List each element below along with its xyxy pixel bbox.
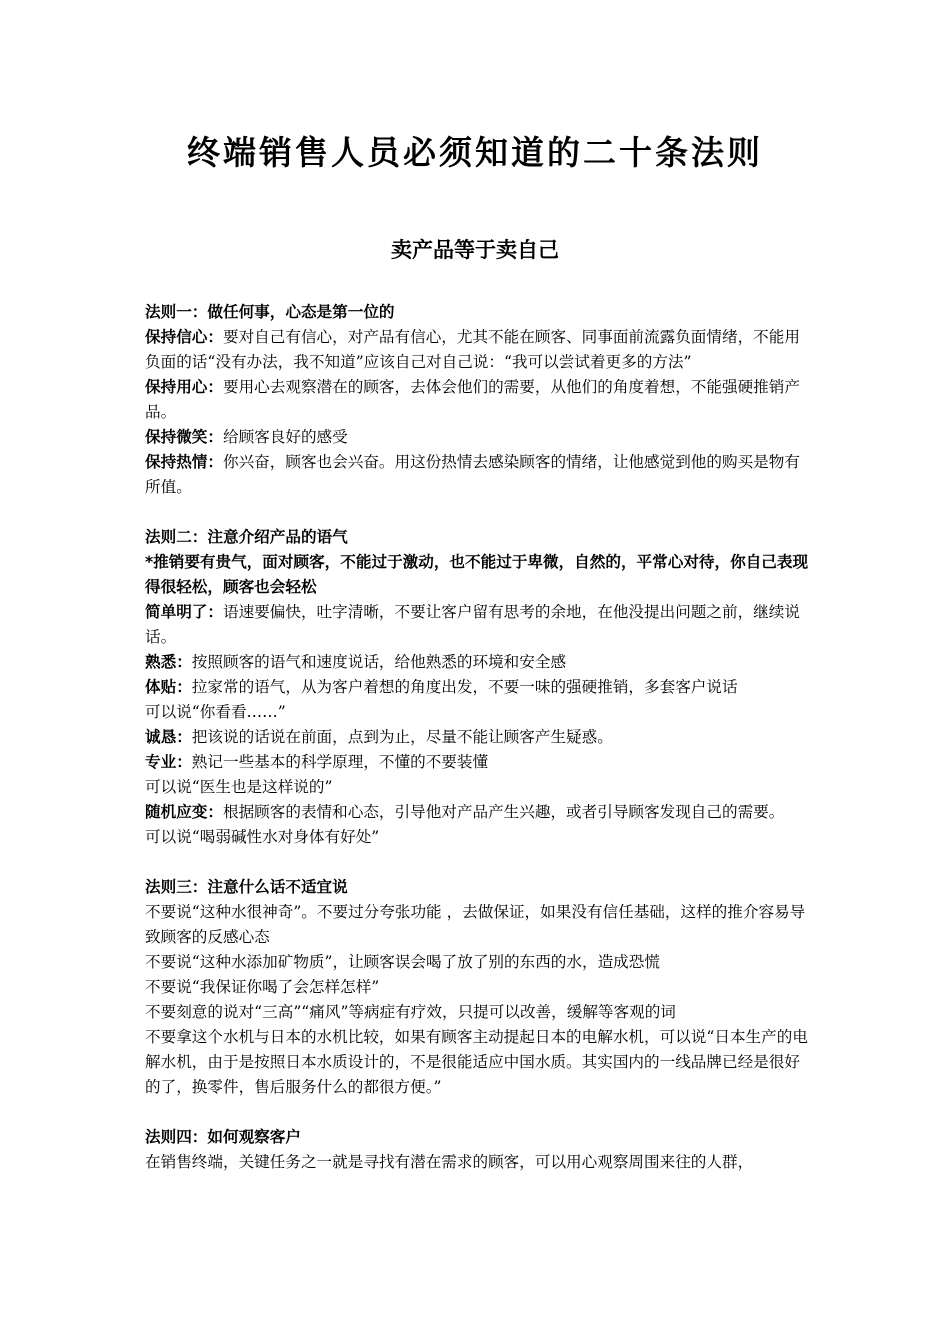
rule1-item-confidence: [145, 325, 810, 375]
rule4-heading: 法则四：如何观察客户: [145, 1128, 301, 1146]
rule1-item-term: 保持热情：: [145, 453, 223, 471]
rule3-line: 不要说“这种水很神奇”。不要过分夸张功能 ，去做保证，如果没有信任基础，这样的推介容易导致顾客的反感心态: [145, 903, 806, 946]
rule2-item-professional: [145, 750, 810, 775]
rule2-item-text: 可以说“你看看……”: [145, 703, 286, 721]
rule2-item-text: 语速要偏快，吐字清晰，不要让客户留有思考的余地，在他没提出问题之前，继续说话。: [145, 603, 800, 646]
rule1-item-enthusiasm: [145, 450, 810, 500]
rule2-example-line: [145, 825, 810, 850]
rule2-item-considerate: [145, 675, 810, 700]
rule2-item-sincere: [145, 725, 810, 750]
rule2-item-concise: [145, 600, 810, 650]
rule2-item-term: 专业：: [145, 753, 192, 771]
rule1-item-smile: [145, 425, 810, 450]
rule1-item-term: 保持信心：: [145, 328, 223, 346]
rule2-emphasis-line: *推销要有贵气，面对顾客，不能过于激动，也不能过于卑微，自然的，平常心对待，你自己表现得很轻松，顾客也会轻松: [145, 553, 809, 596]
rule1-item-text: 要对自己有信心，对产品有信心，尤其不能在顾客、同事面前流露负面情绪，不能用负面的话“没有办法，我不知道”应该自己对自己说：“我可以尝试着更多的方法”: [145, 328, 800, 371]
rule2-heading: 法则二：注意介绍产品的语气: [145, 528, 348, 546]
paragraph-spacer: [145, 1100, 810, 1125]
rule2-item-text: 可以说“喝弱碱性水对身体有好处”: [145, 828, 380, 846]
paragraph-spacer: [145, 500, 810, 525]
section-title: 卖产品等于卖自己: [391, 238, 559, 262]
rule2-example-line: [145, 775, 810, 800]
rule3-line: 不要说“我保证你喝了会怎样怎样”: [145, 978, 380, 996]
rule2-item-text: 熟记一些基本的科学原理，不懂的不要装懂: [191, 753, 489, 771]
document-body: [145, 300, 810, 1175]
rule2-item-text: 可以说“医生也是这样说的”: [145, 778, 333, 796]
rule2-item-term: 简单明了：: [145, 603, 223, 621]
rule3-line: 不要说“这种水添加矿物质”，让顾客误会喝了放了别的东西的水，造成恐慌: [145, 953, 660, 971]
rule2-item-term: 熟悉：: [145, 653, 192, 671]
rule2-item-familiar: [145, 650, 810, 675]
rule3-line: 不要拿这个水机与日本的水机比较，如果有顾客主动提起日本的电解水机，可以说“日本生产的电解水机，由于是按照日本水质设计的，不是很能适应中国水质。其实国内的一线品牌已经是很好的了，换零件，售后服务什么的都很方便。”: [145, 1028, 808, 1096]
rule2-item-text: 拉家常的语气，从为客户着想的角度出发，不要一味的强硬推销，多套客户说话: [191, 678, 738, 696]
rule1-item-term: 保持用心：: [145, 378, 223, 396]
rule1-heading: 法则一：做任何事，心态是第一位的: [145, 303, 395, 321]
rule2-item-text: 根据顾客的表情和心态，引导他对产品产生兴趣，或者引导顾客发现自己的需要。: [222, 803, 785, 821]
paragraph-spacer: [145, 850, 810, 875]
rule2-example-line: [145, 700, 810, 725]
rule2-item-text: 按照顾客的语气和速度说话，给他熟悉的环境和安全感: [191, 653, 567, 671]
rule1-item-text: 给顾客良好的感受: [222, 428, 348, 446]
rule1-item-text: 你兴奋，顾客也会兴奋。用这份热情去感染顾客的情绪，让他感觉到他的购买是物有所值。: [145, 453, 800, 496]
rule3-line: 不要刻意的说对“三高”“痛风”等病症有疗效，只提可以改善，缓解等客观的词: [145, 1003, 676, 1021]
rule4-line: 在销售终端，关键任务之一就是寻找有潜在需求的顾客，可以用心观察周围来往的人群，: [145, 1153, 754, 1171]
rule1-item-attention: [145, 375, 810, 425]
page-title: 终端销售人员必须知道的二十条法则: [187, 133, 763, 172]
rule1-item-text: 要用心去观察潜在的顾客，去体会他们的需要，从他们的角度着想，不能强硬推销产品。: [145, 378, 800, 421]
rule2-item-adaptive: [145, 800, 810, 825]
rule3-heading: 法则三：注意什么话不适宜说: [145, 878, 348, 896]
rule2-item-text: 把该说的话说在前面，点到为止，尽量不能让顾客产生疑惑。: [191, 728, 613, 746]
rule2-item-term: 诚恳：: [145, 728, 192, 746]
rule2-item-term: 随机应变：: [145, 803, 223, 821]
rule1-item-term: 保持微笑：: [145, 428, 223, 446]
rule2-item-term: 体贴：: [145, 678, 192, 696]
